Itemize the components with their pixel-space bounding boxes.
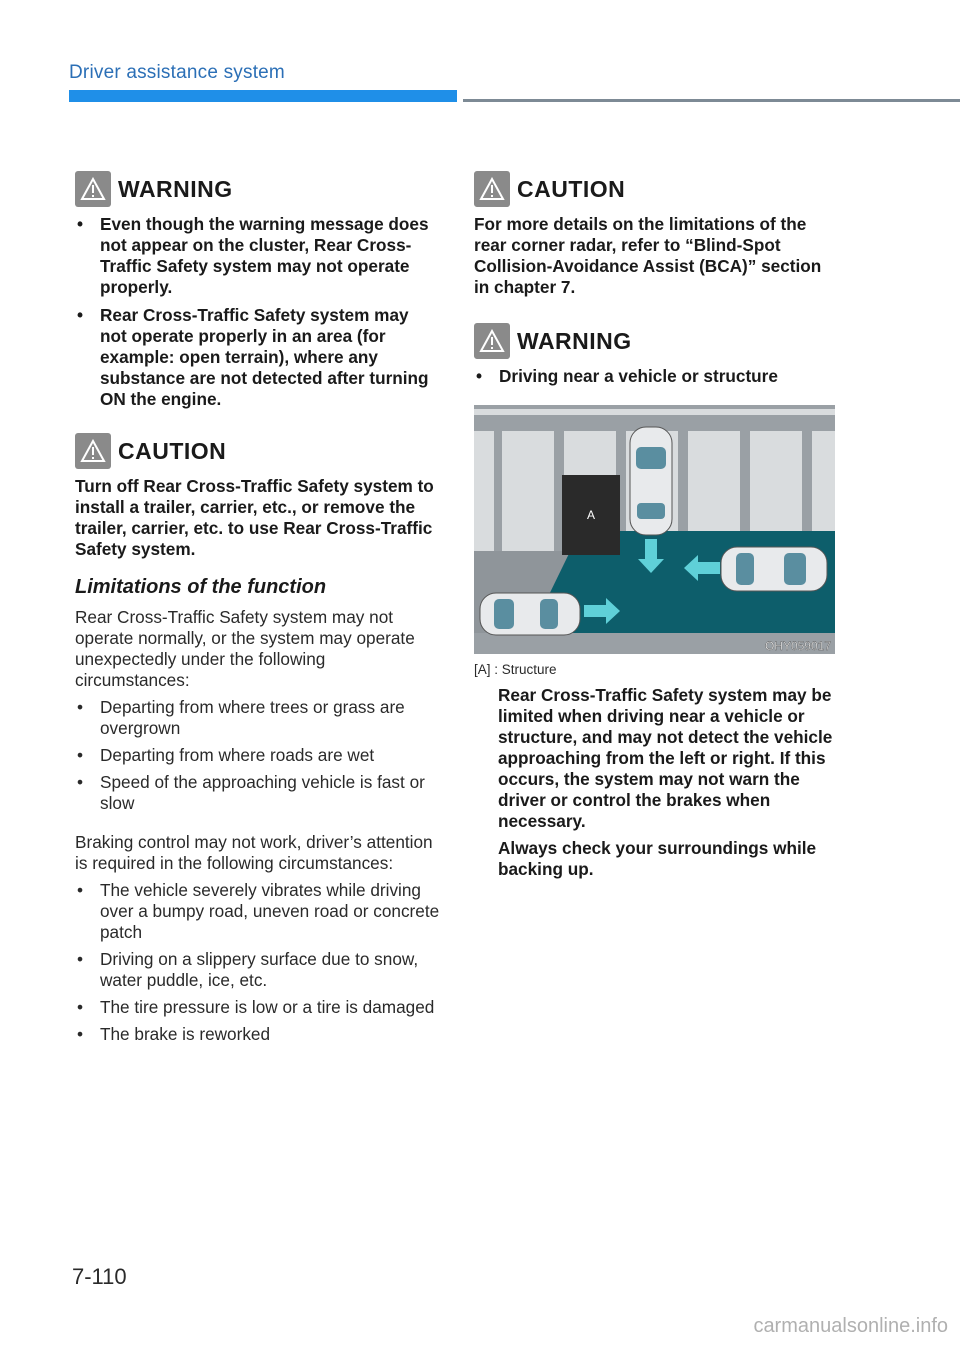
caution-triangle-icon	[474, 171, 510, 207]
caution-triangle-icon	[75, 433, 111, 469]
warning-detail-paragraph: Always check your surroundings while backing up.	[498, 838, 817, 879]
approaching-car-right-icon	[721, 547, 827, 591]
caution-text: Turn off Rear Cross-Traffic Safety system to install a trailer, carrier, etc., or remove the trailer, carrier, etc. to use Rear Cross-Traffic Safety system.	[75, 476, 434, 559]
parking-diagram	[474, 405, 835, 654]
caution-notice-2	[474, 170, 839, 298]
warning-triangle-icon	[75, 171, 111, 207]
caution-title: CAUTION	[118, 437, 227, 464]
right-column	[474, 170, 839, 886]
caution-notice-1	[75, 432, 440, 560]
header-bar-gray	[463, 99, 960, 102]
header-title: Driver assistance system	[69, 62, 285, 83]
warning-detail-paragraph: Rear Cross-Traffic Safety system may be limited when driving near a vehicle or structure, and may not detect the vehicle approaching from the left or right. If this occurs, the system may not warn the driver or control the brakes when necessary.	[498, 685, 833, 831]
warning-item: • Even though the warning message does not appear on the cluster, Rear Cross-Traffic Safety system may not operate properly.	[75, 214, 440, 298]
structure-label: A	[586, 508, 596, 522]
limitation-item: • Departing from where roads are wet	[75, 745, 440, 766]
header-bar-blue	[69, 90, 457, 102]
warning-item: • Rear Cross-Traffic Safety system may not operate properly in an area (for example: open terrain), where any substance are not detected after turning ON the engine.	[75, 305, 440, 410]
page-number: 7-110	[72, 1264, 127, 1289]
caution-title: CAUTION	[517, 175, 626, 202]
warning-title: WARNING	[517, 327, 632, 354]
parking-diagram-illustration	[474, 405, 835, 654]
left-column	[75, 170, 440, 1051]
watermark: carmanualsonline.info	[753, 1315, 948, 1337]
warning-detail	[474, 685, 839, 880]
braking-item: • The brake is reworked	[75, 1024, 440, 1045]
limitations-intro: Rear Cross-Traffic Safety system may not operate normally, or the system may operate unexpectedly under the following circumstances:	[75, 607, 415, 690]
figure-code: OHY059017	[764, 639, 831, 653]
braking-intro: Braking control may not work, driver’s attention is required in the following circumstances:	[75, 832, 433, 873]
warning-notice-2	[474, 322, 839, 387]
warning-title: WARNING	[118, 175, 233, 202]
approaching-car-left-icon	[480, 593, 580, 635]
braking-item: • The vehicle severely vibrates while driving over a bumpy road, uneven road or concrete patch	[75, 880, 440, 943]
warning-notice-1	[75, 170, 440, 410]
limitation-item: • Departing from where trees or grass are overgrown	[75, 697, 440, 739]
braking-item: • The tire pressure is low or a tire is damaged	[75, 997, 440, 1018]
caution-text: For more details on the limitations of the rear corner radar, refer to “Blind-Spot Collision-Avoidance Assist (BCA)” section in chapter 7.	[474, 214, 822, 297]
warning-item: • Driving near a vehicle or structure	[474, 366, 839, 387]
figure-caption: [A] : Structure	[474, 662, 557, 677]
warning-triangle-icon	[474, 323, 510, 359]
braking-item: • Driving on a slippery surface due to snow, water puddle, ice, etc.	[75, 949, 440, 991]
limitation-item: • Speed of the approaching vehicle is fast or slow	[75, 772, 440, 814]
section-heading: Limitations of the function	[75, 576, 327, 598]
ego-car-icon	[630, 427, 672, 535]
